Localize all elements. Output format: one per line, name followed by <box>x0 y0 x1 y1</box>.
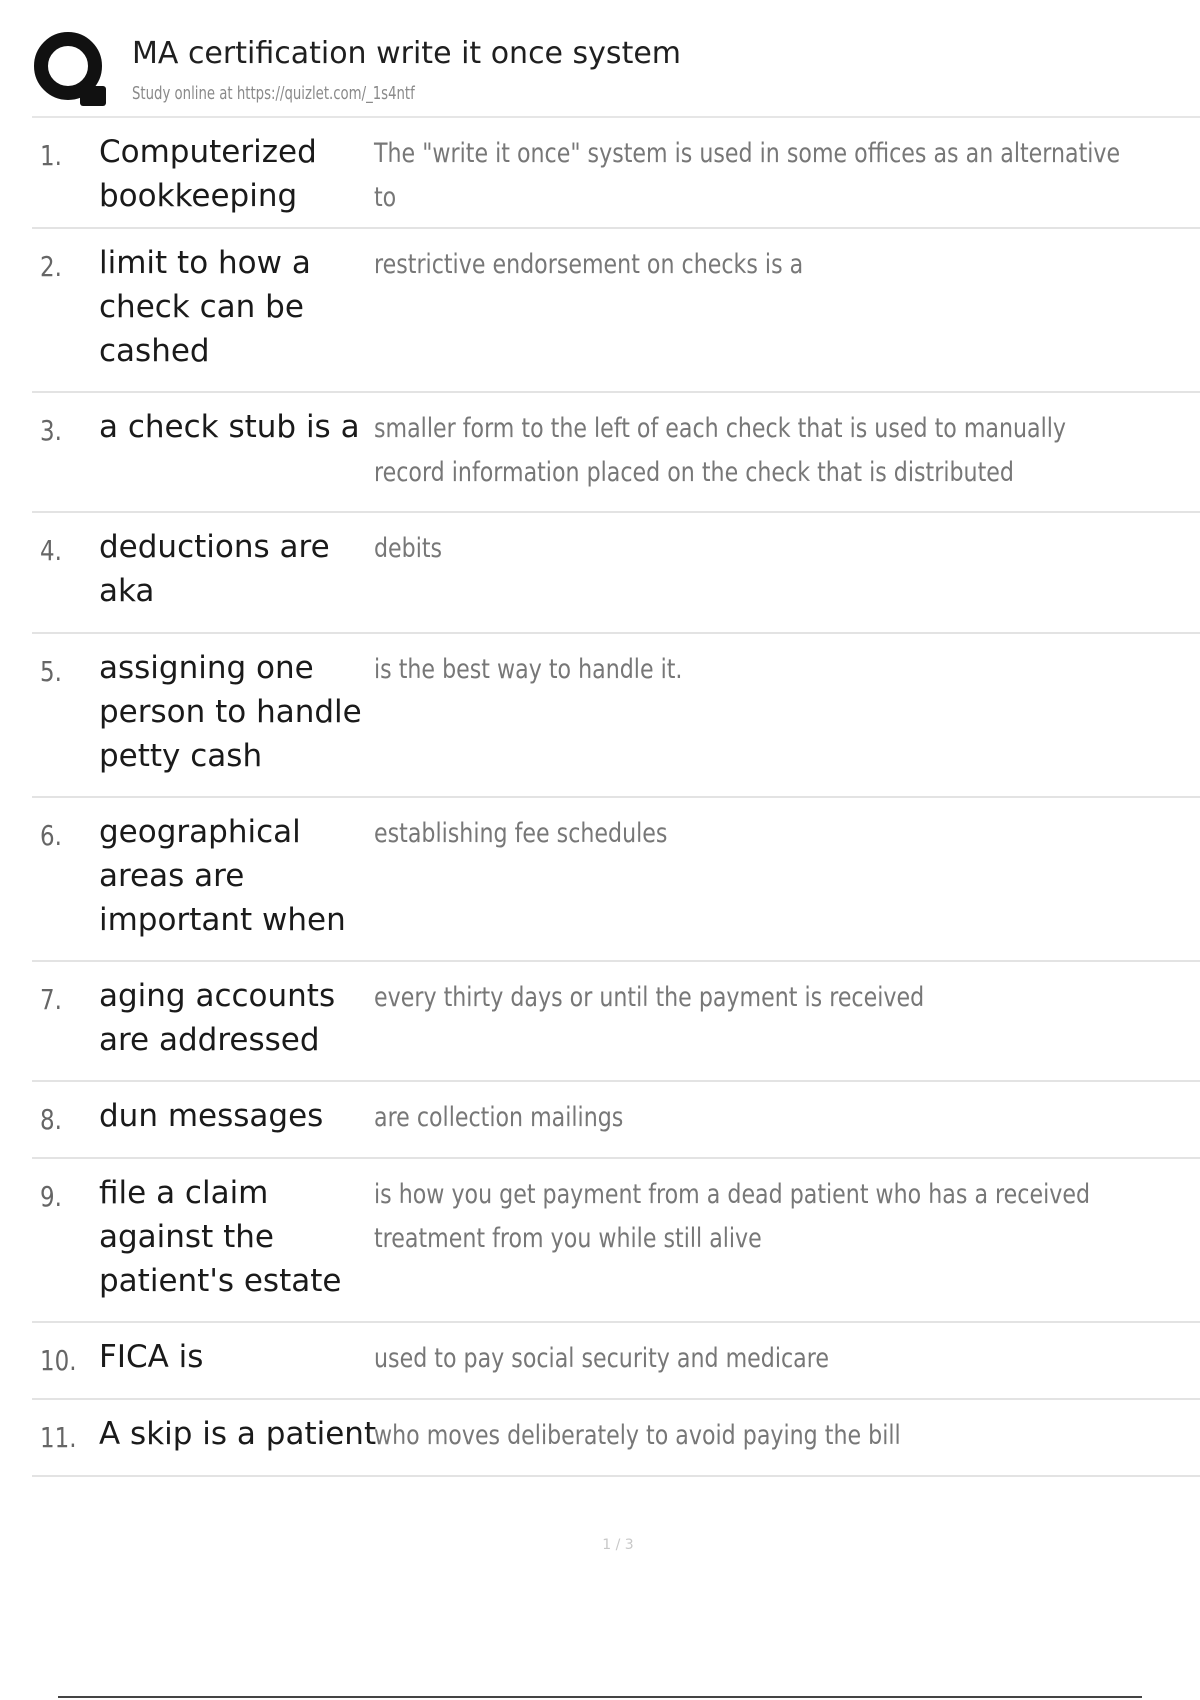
flashcard-row <box>32 1159 1200 1323</box>
flashcard-row <box>32 962 1200 1082</box>
card-definition: is the best way to handle it. <box>374 654 683 685</box>
card-definition: smaller form to the left of each check that is used to manually record information placed on the check that is distributed <box>374 413 1067 488</box>
study-online-link[interactable]: Study online at https://quizlet.com/_1s4ntf <box>132 83 415 104</box>
flashcard-row <box>32 1400 1200 1477</box>
page-number: 1 / 3 <box>602 1537 634 1553</box>
flashcard-row <box>32 229 1200 393</box>
card-number: 9. <box>40 1180 62 1213</box>
card-definition: The "write it once" system is used in some offices as an alternative to <box>374 138 1121 213</box>
card-term: file a claim against the patient's estate <box>99 1175 342 1299</box>
card-number: 1. <box>40 139 62 172</box>
flashcard-row <box>32 634 1200 798</box>
page-title: MA certification write it once system <box>132 36 682 71</box>
flashcard-row <box>32 1323 1200 1400</box>
card-number: 10. <box>40 1344 77 1377</box>
flashcard-row <box>32 513 1200 634</box>
flashcard-row <box>32 118 1200 229</box>
card-term: deductions are aka <box>99 529 330 609</box>
card-definition: used to pay social security and medicare <box>374 1343 829 1374</box>
footer-divider <box>58 1696 1142 1698</box>
card-term: geographical areas are important when <box>99 814 346 938</box>
flashcard-row <box>32 393 1200 513</box>
card-definition: every thirty days or until the payment is received <box>374 982 925 1013</box>
card-term: FICA is <box>99 1339 204 1375</box>
quizlet-logo-icon <box>32 30 110 108</box>
card-number: 3. <box>40 414 62 447</box>
flashcard-list <box>32 118 1200 1477</box>
card-term: Computerized bookkeeping <box>99 134 317 214</box>
card-definition: are collection mailings <box>374 1102 624 1133</box>
card-definition: restrictive endorsement on checks is a <box>374 249 804 280</box>
card-number: 4. <box>40 534 62 567</box>
card-number: 6. <box>40 819 62 852</box>
card-term: dun messages <box>99 1098 324 1134</box>
card-definition: debits <box>374 533 443 564</box>
flashcard-row <box>32 798 1200 962</box>
card-number: 8. <box>40 1103 62 1136</box>
card-definition: who moves deliberately to avoid paying the bill <box>374 1420 901 1451</box>
card-term: limit to how a check can be cashed <box>99 245 311 369</box>
card-definition: establishing fee schedules <box>374 818 668 849</box>
card-number: 2. <box>40 250 62 283</box>
flashcard-row <box>32 1082 1200 1159</box>
card-definition: is how you get payment from a dead patient who has a received treatment from you while still alive <box>374 1179 1091 1254</box>
card-term: aging accounts are addressed <box>99 978 336 1058</box>
card-term: assigning one person to handle petty cash <box>99 650 362 774</box>
card-number: 5. <box>40 655 62 688</box>
card-number: 7. <box>40 983 62 1016</box>
page-header <box>32 30 1200 116</box>
card-term: a check stub is a <box>99 409 360 445</box>
card-number: 11. <box>40 1421 77 1454</box>
card-term: A skip is a patient <box>99 1416 377 1452</box>
